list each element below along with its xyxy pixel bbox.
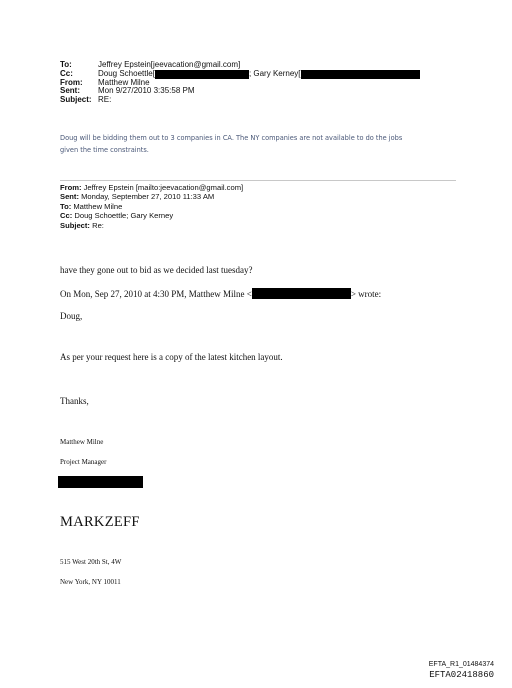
request-text: As per your request here is a copy of the latest kitchen layout.: [60, 352, 283, 362]
fwd-cc-row: [60, 211, 243, 220]
fwd-subject-value: Re:: [89, 220, 104, 230]
from-value: Matthew Milne: [98, 77, 150, 87]
greeting: Doug,: [60, 311, 83, 321]
fwd-cc-value: Doug Schoettle; Gary Kerney: [72, 211, 174, 221]
fwd-from-label: From:: [60, 183, 82, 192]
forwarded-header: [60, 183, 243, 230]
reply-line: given the time constraints.: [60, 146, 149, 154]
to-label: To:: [60, 60, 72, 69]
fwd-from-value: Jeffrey Epstein [mailto:jeevacation@gmail.com]: [81, 183, 244, 192]
fwd-to-row: [60, 202, 243, 211]
fwd-sent-label: Sent:: [60, 192, 79, 202]
fwd-from-row: [60, 183, 243, 192]
fwd-to-value: Matthew Milne: [71, 201, 123, 211]
question-text: have they gone out to bid as we decided last tuesday?: [60, 265, 253, 275]
footer-id-2: EFTA02418860: [429, 670, 494, 680]
thanks-text: Thanks,: [60, 396, 89, 406]
quote-line: [60, 288, 381, 299]
cc-label: Cc:: [60, 68, 73, 78]
header-subject-row: [60, 96, 420, 105]
quote-intro: On Mon, Sep 27, 2010 at 4:30 PM, Matthew Milne <: [60, 289, 252, 299]
subject-label: Subject:: [60, 94, 92, 104]
cc-value-second: ; Gary Kerney[: [248, 68, 301, 78]
address-line-1: 515 West 20th St, 4W: [60, 558, 122, 566]
cc-value: Doug Schoettle[: [98, 68, 155, 78]
sent-label: Sent:: [60, 86, 80, 96]
subject-value: RE:: [98, 94, 112, 104]
email-header: [60, 61, 420, 104]
quote-end: > wrote:: [350, 289, 382, 299]
fwd-cc-label: Cc:: [60, 211, 73, 221]
from-label: From:: [60, 77, 83, 87]
header-sent-row: [60, 87, 420, 96]
redaction-bar: [252, 288, 351, 299]
reply-line: Doug will be bidding them out to 3 companies in CA. The NY companies are not available to do the jobs: [60, 134, 403, 142]
fwd-subject-row: [60, 221, 243, 230]
fwd-sent-row: [60, 192, 243, 201]
company-name: MARKZEFF: [60, 514, 140, 530]
redaction-bar: [301, 70, 420, 79]
footer-id-1: EFTA_R1_01484374: [428, 661, 494, 668]
signature-title: Project Manager: [60, 458, 107, 466]
fwd-to-label: To:: [60, 201, 72, 211]
separator-line: [60, 180, 456, 181]
reply-body: [60, 132, 402, 156]
sent-value: Mon 9/27/2010 3:35:58 PM: [98, 86, 195, 96]
address-line-2: New York, NY 10011: [60, 578, 121, 586]
signature-name: Matthew Milne: [60, 438, 104, 446]
redaction-bar: [58, 476, 143, 488]
fwd-sent-value: Monday, September 27, 2010 11:33 AM: [78, 192, 215, 202]
redaction-bar: [155, 70, 249, 79]
to-value: Jeffrey Epstein[jeevacation@gmail.com]: [98, 60, 241, 69]
fwd-subject-label: Subject:: [60, 220, 90, 230]
